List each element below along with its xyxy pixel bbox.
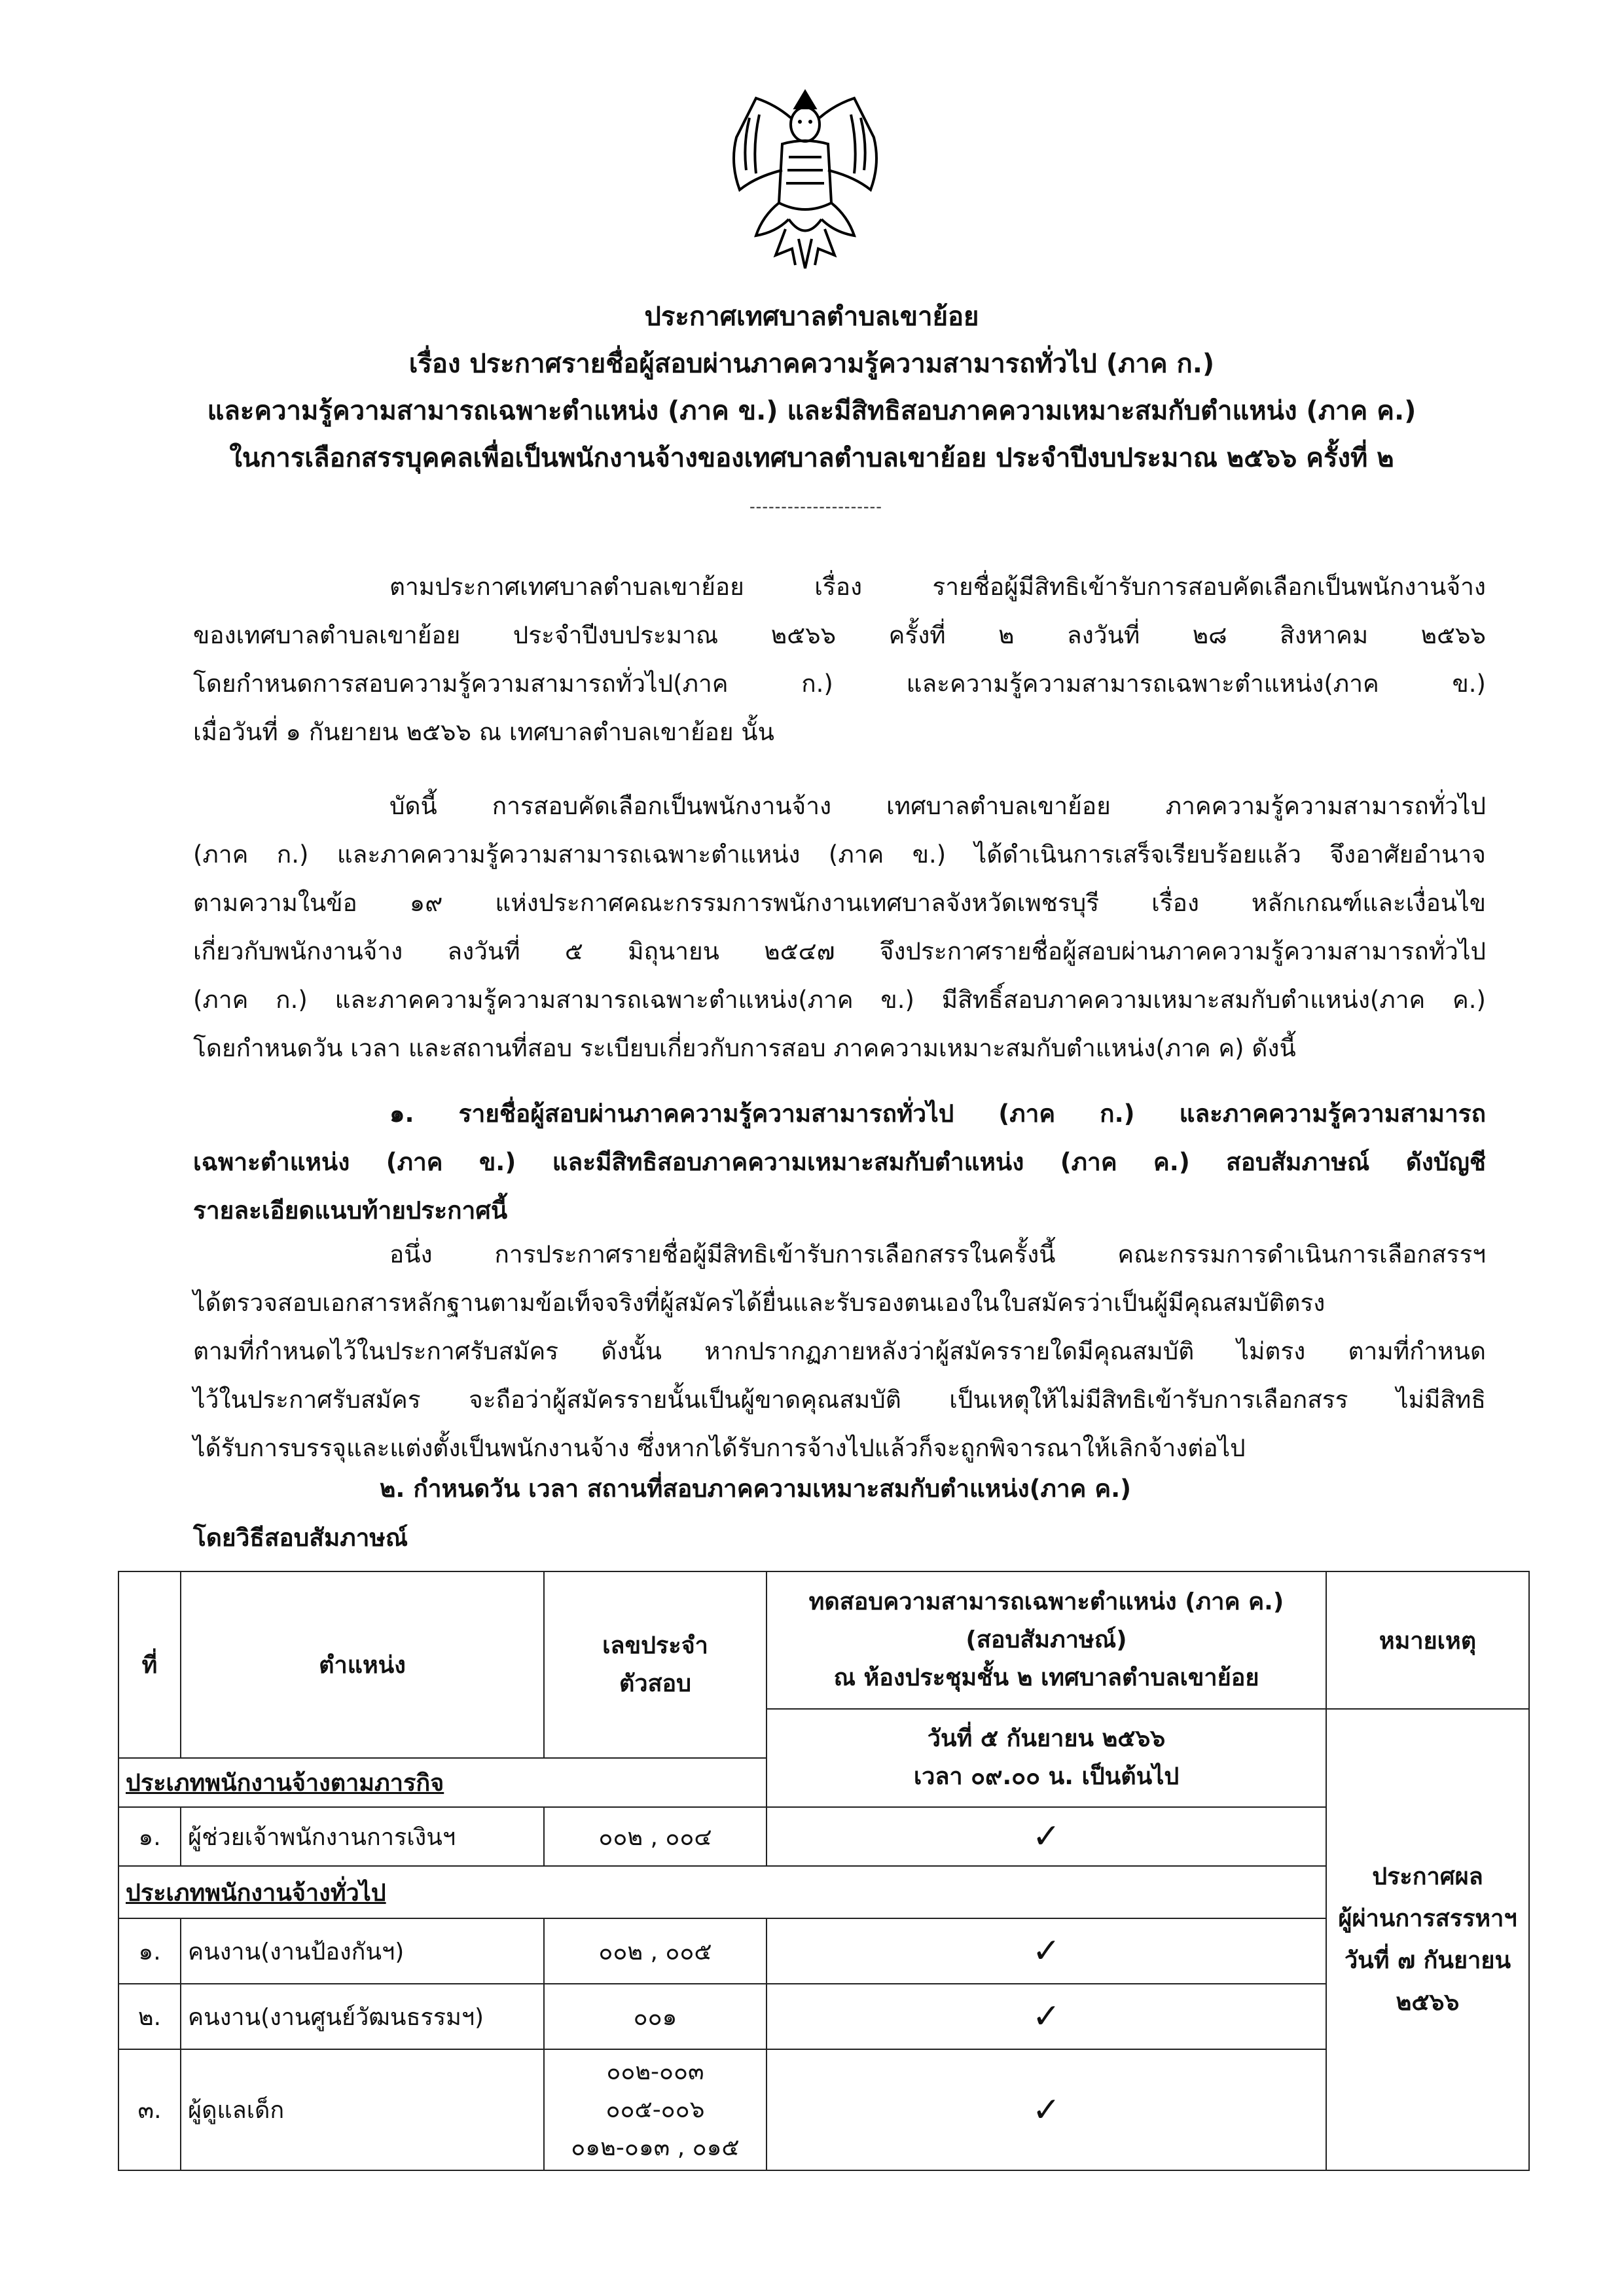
row-exam-ids: ๐๐๒ , ๐๐๕	[544, 1918, 767, 1984]
header-remark: หมายเหตุ	[1326, 1571, 1529, 1709]
section-2-heading: ๒. กำหนดวัน เวลา สถานที่สอบภาคความเหมาะสมกับตำแหน่ง(ภาค ค.)	[380, 1475, 1132, 1503]
title-separator: ---------------------	[749, 497, 882, 516]
paragraph-3	[193, 1230, 1486, 1473]
header-test-line-1: ทดสอบความสามารถเฉพาะตำแหน่ง (ภาค ค.)	[808, 1588, 1284, 1615]
row-position: คนงาน(งานป้องกันฯ)	[181, 1918, 544, 1984]
paragraph-line: โดยกำหนดวัน เวลา และสถานที่สอบ ระเบียบเกี่ยวกับการสอบ ภาคความเหมาะสมกับตำแหน่ง(ภาค ค) ดังนี้	[193, 1034, 1296, 1062]
header-test-line-3: ณ ห้องประชุมชั้น ๒ เทศบาลตำบลเขาย้อย	[833, 1664, 1259, 1691]
table-header-row	[118, 1571, 1529, 1709]
row-exam-id-range: ๐๐๒-๐๐๓	[606, 2058, 704, 2085]
row-position: ผู้ช่วยเจ้าพนักงานการเงินฯ	[181, 1807, 544, 1866]
exam-schedule-table	[118, 1571, 1530, 2171]
paragraph-2	[193, 782, 1486, 1073]
remark-cell	[1326, 1709, 1529, 2170]
check-icon: ✓	[767, 2049, 1326, 2170]
section-line: รายละเอียดแนบท้ายประกาศนี้	[193, 1196, 508, 1225]
paragraph-line: เมื่อวันที่ ๑ กันยายน ๒๕๖๖ ณ เทศบาลตำบลเขาย้อย นั้น	[193, 718, 774, 746]
header-position: ตำแหน่ง	[181, 1571, 544, 1758]
header-no: ที่	[118, 1571, 181, 1758]
paragraph-line: อนึ่ง การประกาศรายชื่อผู้มีสิทธิเข้ารับการเลือกสรรในครั้งนี้ คณะกรรมการดำเนินการเลือกสรรฯ	[389, 1240, 1486, 1268]
category-mission-label: ประเภทพนักงานจ้างตามภารกิจ	[118, 1758, 767, 1807]
remark-line-3: วันที่ ๗ กันยายน ๒๕๖๖	[1344, 1946, 1511, 2016]
title-line-1: ประกาศเทศบาลตำบลเขาย้อย	[644, 302, 979, 332]
schedule-date: วันที่ ๕ กันยายน ๒๕๖๖	[927, 1725, 1166, 1752]
garuda-emblem-icon	[710, 79, 900, 275]
row-no: ๑.	[118, 1807, 181, 1866]
header-exam-id-line-1: เลขประจำ	[602, 1632, 708, 1659]
paragraph-line: ของเทศบาลตำบลเขาย้อย ประจำปีงบประมาณ ๒๕๖๖ ครั้งที่ ๒ ลงวันที่ ๒๘ สิงหาคม ๒๕๖๖	[193, 621, 1486, 649]
check-icon: ✓	[767, 1918, 1326, 1984]
title-line-4: ในการเลือกสรรบุคคลเพื่อเป็นพนักงานจ้างของเทศบาลตำบลเขาย้อย ประจำปีงบประมาณ ๒๕๖๖ ครั้งที่ ๒	[229, 443, 1394, 473]
row-exam-id-range: ๐๑๒-๐๑๓ , ๐๑๕	[571, 2134, 740, 2161]
header-exam-id	[544, 1571, 767, 1758]
remark-line-1: ประกาศผล	[1372, 1863, 1483, 1890]
section-line: ๑. รายชื่อผู้สอบผ่านภาคความรู้ความสามารถทั่วไป (ภาค ก.) และภาคความรู้ความสามารถ	[389, 1100, 1486, 1128]
row-exam-ids	[544, 2049, 767, 2170]
title-line-3: และความรู้ความสามารถเฉพาะตำแหน่ง (ภาค ข.) และมีสิทธิสอบภาคความเหมาะสมกับตำแหน่ง (ภาค ค.)	[207, 396, 1416, 426]
table-row	[118, 1918, 1529, 1984]
table-row	[118, 2049, 1529, 2170]
table-row	[118, 1984, 1529, 2049]
category-general-label: ประเภทพนักงานจ้างทั่วไป	[118, 1866, 1326, 1918]
paragraph-line: ไว้ในประกาศรับสมัคร จะถือว่าผู้สมัครรายนั้นเป็นผู้ขาดคุณสมบัติ เป็นเหตุให้ไม่มีสิทธิเข้ารับการเลือกสรร ไม่มีสิทธิ	[193, 1386, 1486, 1414]
row-no: ๓.	[118, 2049, 181, 2170]
table-row	[118, 1807, 1529, 1866]
paragraph-line: ตามความในข้อ ๑๙ แห่งประกาศคณะกรรมการพนักงานเทศบาลจังหวัดเพชรบุรี เรื่อง หลักเกณฑ์และเงื่อนไข	[193, 889, 1486, 917]
paragraph-line: บัดนี้ การสอบคัดเลือกเป็นพนักงานจ้าง เทศบาลตำบลเขาย้อย ภาคความรู้ความสามารถทั่วไป	[389, 792, 1486, 820]
header-test	[767, 1571, 1326, 1709]
schedule-cell	[767, 1709, 1326, 1807]
paragraph-line: (ภาค ก.) และภาคความรู้ความสามารถเฉพาะตำแหน่ง (ภาค ข.) ได้ดำเนินการเสร็จเรียบร้อยแล้ว จึงอาศัยอำนาจ	[193, 840, 1486, 869]
row-no: ๒.	[118, 1984, 181, 2049]
announcement-title	[105, 293, 1519, 482]
paragraph-line: เกี่ยวกับพนักงานจ้าง ลงวันที่ ๕ มิถุนายน ๒๕๔๗ จึงประกาศรายชื่อผู้สอบผ่านภาคความรู้ความสามารถทั่วไป	[193, 937, 1486, 965]
remark-line-2: ผู้ผ่านการสรรหาฯ	[1338, 1905, 1517, 1932]
row-position: คนงาน(งานศูนย์วัฒนธรรมฯ)	[181, 1984, 544, 2049]
row-exam-ids: ๐๐๑	[544, 1984, 767, 2049]
title-line-2: เรื่อง ประกาศรายชื่อผู้สอบผ่านภาคความรู้ความสามารถทั่วไป (ภาค ก.)	[408, 349, 1215, 379]
paragraph-1	[193, 563, 1486, 757]
row-no: ๑.	[118, 1918, 181, 1984]
check-icon: ✓	[767, 1807, 1326, 1866]
header-test-line-2: (สอบสัมภาษณ์)	[965, 1626, 1127, 1653]
row-exam-id-range: ๐๐๕-๐๐๖	[605, 2096, 705, 2123]
schedule-time: เวลา ๐๙.๐๐ น. เป็นต้นไป	[913, 1763, 1180, 1790]
paragraph-line: ได้รับการบรรจุและแต่งตั้งเป็นพนักงานจ้าง ซึ่งหากได้รับการจ้างไปแล้วก็จะถูกพิจารณาให้เลิกจ้างต่อไป	[193, 1434, 1246, 1462]
paragraph-line: ได้ตรวจสอบเอกสารหลักฐานตามข้อเท็จจริงที่ผู้สมัครได้ยื่นและรับรองตนเองในใบสมัครว่าเป็นผู้มีคุณสมบัติตรง	[193, 1289, 1326, 1317]
check-icon: ✓	[767, 1984, 1326, 2049]
section-line: เฉพาะตำแหน่ง (ภาค ข.) และมีสิทธิสอบภาคความเหมาะสมกับตำแหน่ง (ภาค ค.) สอบสัมภาษณ์ ดังบัญชี	[193, 1148, 1486, 1176]
section-1	[193, 1090, 1486, 1235]
paragraph-line: ตามประกาศเทศบาลตำบลเขาย้อย เรื่อง รายชื่อผู้มีสิทธิเข้ารับการสอบคัดเลือกเป็นพนักงานจ้าง	[389, 573, 1486, 601]
section-2-method: โดยวิธีสอบสัมภาษณ์	[193, 1524, 408, 1552]
row-exam-ids: ๐๐๒ , ๐๐๔	[544, 1807, 767, 1866]
row-position: ผู้ดูแลเด็ก	[181, 2049, 544, 2170]
category-row-general	[118, 1866, 1529, 1918]
paragraph-line: โดยกำหนดการสอบความรู้ความสามารถทั่วไป(ภาค ก.) และความรู้ความสามารถเฉพาะตำแหน่ง(ภาค ข.)	[193, 670, 1486, 698]
header-exam-id-line-2: ตัวสอบ	[619, 1670, 692, 1697]
paragraph-line: (ภาค ก.) และภาคความรู้ความสามารถเฉพาะตำแหน่ง(ภาค ข.) มีสิทธิ์สอบภาคความเหมาะสมกับตำแหน่ง(ภาค ค.)	[193, 986, 1486, 1014]
paragraph-line: ตามที่กำหนดไว้ในประกาศรับสมัคร ดังนั้น หากปรากฏภายหลังว่าผู้สมัครรายใดมีคุณสมบัติ ไม่ตรง ตามที่กำหนด	[193, 1337, 1486, 1365]
